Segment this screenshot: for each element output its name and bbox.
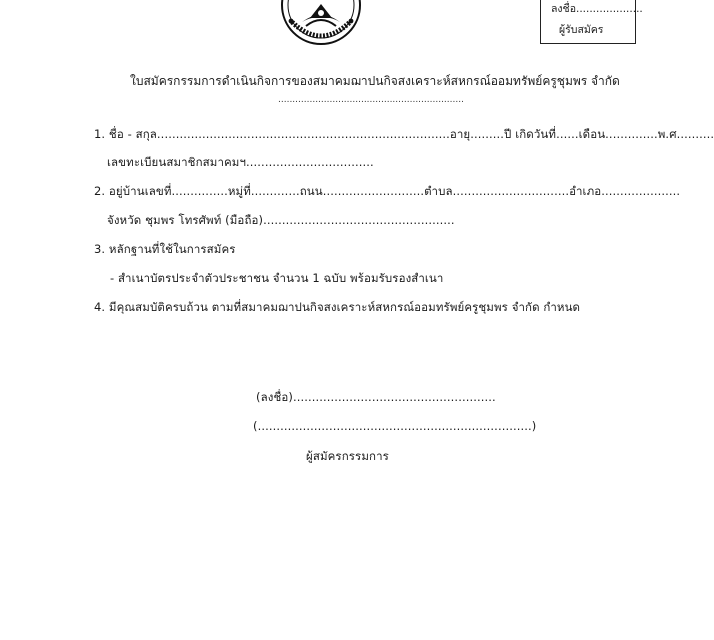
applicant-role-label: ผู้สมัครกรรมการ (306, 449, 389, 463)
item4-qualification-line: 4. มีคุณสมบัติครบถ้วน ตามที่สมาคมฌาปนกิจสงเคราะห์สหกรณ์ออมทรัพย์ครูชุมพร จำกัด กำหนด (94, 300, 581, 314)
association-seal-logo (280, 0, 362, 46)
item3-document-detail: - สำเนาบัตรประจำตัวประชาชน จำนวน 1 ฉบับ พร้อมรับรองสำเนา (110, 271, 444, 285)
receiver-sign-line: ลงชื่อ.................... (551, 3, 643, 15)
receiver-label: ผู้รับสมัคร (559, 24, 604, 36)
printed-name-line: (.........................................................................) (253, 419, 537, 433)
item1-member-number-line: เลขทะเบียนสมาชิกสมาคมฯ.................................. (107, 155, 374, 169)
item2-province-phone-line: จังหวัด ชุมพร โทรศัพท์ (มือถือ)................................................... (107, 213, 455, 227)
item3-heading: 3. หลักฐานที่ใช้ในการสมัคร (94, 242, 236, 256)
item1-name-age-birth-line: 1. ชื่อ - สกุล..............................................................................อายุ.........ปี เกิดวันที่......เดือน..............พ.ศ.......... (94, 127, 714, 141)
item2-address-line: 2. อยู่บ้านเลขที่...............หมู่ที่.............ถนน...........................ตำบล...............................อำเภอ..................... (94, 184, 681, 198)
receiver-box (540, 0, 643, 44)
form-title: ใบสมัครกรรมการดำเนินกิจการของสมาคมฌาปนกิจสงเคราะห์สหกรณ์ออมทรัพย์ครูชุมพร จำกัด (130, 74, 620, 88)
title-underline: ................................................................. (278, 95, 464, 105)
signature-line: (ลงชื่อ)...................................................... (256, 390, 496, 404)
